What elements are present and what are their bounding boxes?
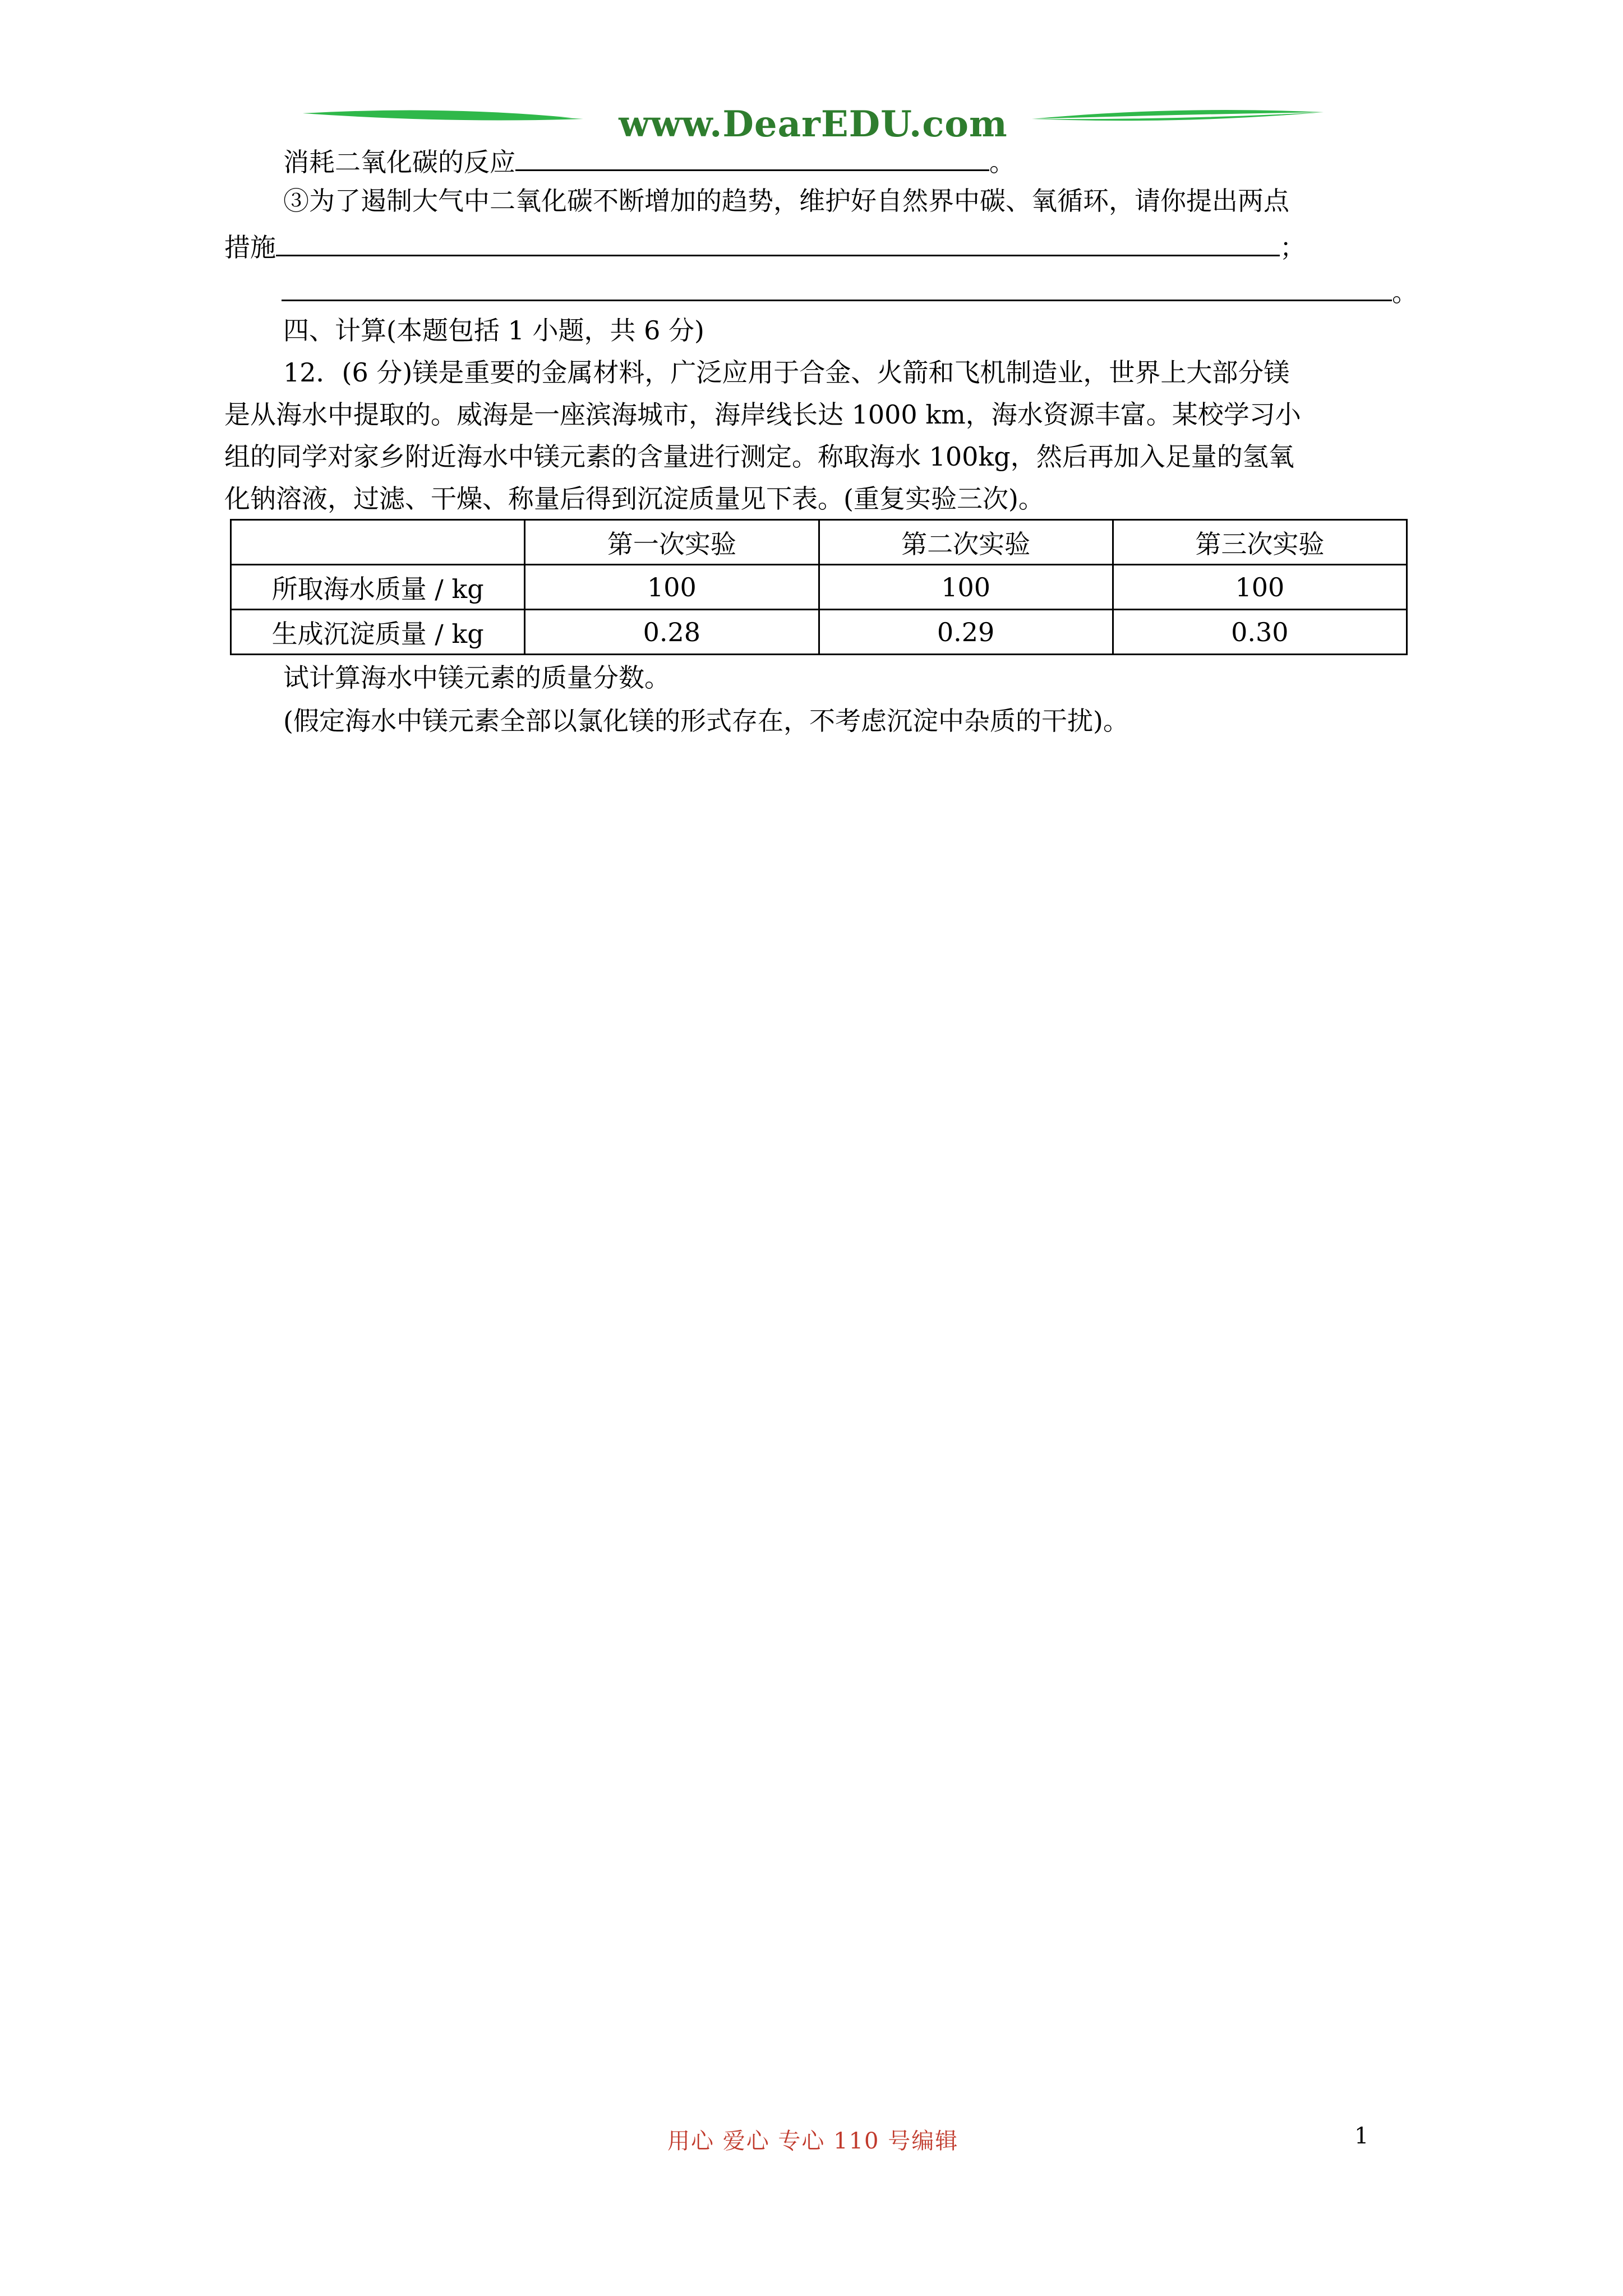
table-row: [231, 610, 1407, 655]
table-row: [231, 565, 1407, 610]
logo-com: .com: [909, 103, 1008, 145]
table-header-row: [231, 520, 1407, 565]
footer-text: 用心 爱心 专心 110 号编辑: [667, 2128, 959, 2154]
text-line-4: [224, 275, 1418, 305]
line3-end: ；: [1280, 232, 1306, 263]
text-line-1: [283, 145, 1015, 175]
table-header-cell: 第三次实验: [1113, 520, 1407, 565]
line1-text: 消耗二氧化碳的反应: [283, 147, 515, 177]
logo-www: www.: [619, 103, 723, 145]
table-header-cell: [231, 520, 525, 565]
table-header-cell: 第一次实验: [525, 520, 819, 565]
table-cell: 100: [1113, 565, 1407, 610]
page-number: 1: [1354, 2123, 1369, 2149]
line4-end: 。: [1392, 277, 1418, 307]
line3-label: 措施: [224, 232, 276, 263]
answer-blank-1: [515, 145, 989, 171]
data-table: [230, 519, 1408, 655]
text-line-3: [224, 230, 1306, 263]
line1-end: 。: [989, 147, 1015, 177]
answer-blank-3: [282, 275, 1392, 301]
header-logo: [303, 95, 1324, 146]
table-cell: 生成沉淀质量 / kg: [231, 610, 525, 655]
section-title: 四、计算(本题包括 1 小题，共 6 分): [283, 315, 704, 346]
after-table-line-2: (假定海水中镁元素全部以氯化镁的形式存在，不考虑沉淀中杂质的干扰)。: [283, 706, 1129, 736]
table-cell: 0.29: [819, 610, 1113, 655]
q12-line-4: 化钠溶液，过滤、干燥、称量后得到沉淀质量见下表。(重复实验三次)。: [224, 484, 1044, 514]
table-header-cell: 第二次实验: [819, 520, 1113, 565]
table-cell: 所取海水质量 / kg: [231, 565, 525, 610]
table-cell: 100: [525, 565, 819, 610]
q12-line-2: 是从海水中提取的。威海是一座滨海城市，海岸线长达 1000 km，海水资源丰富。某校学习小: [224, 399, 1301, 430]
logo-brand: DearEDU: [722, 103, 910, 145]
text-line-2: ③为了遏制大气中二氧化碳不断增加的趋势，维护好自然界中碳、氧循环，请你提出两点: [283, 186, 1289, 216]
table-cell: 100: [819, 565, 1113, 610]
q12-line-1: 12．(6 分)镁是重要的金属材料，广泛应用于合金、火箭和飞机制造业，世界上大部分镁: [283, 357, 1290, 388]
answer-blank-2: [276, 230, 1280, 256]
table-cell: 0.30: [1113, 610, 1407, 655]
q12-line-3: 组的同学对家乡附近海水中镁元素的含量进行测定。称取海水 100kg，然后再加入足量的氢氧: [224, 441, 1294, 472]
after-table-line-1: 试计算海水中镁元素的质量分数。: [283, 662, 670, 693]
table-cell: 0.28: [525, 610, 819, 655]
header-logo-text: [303, 103, 1324, 145]
